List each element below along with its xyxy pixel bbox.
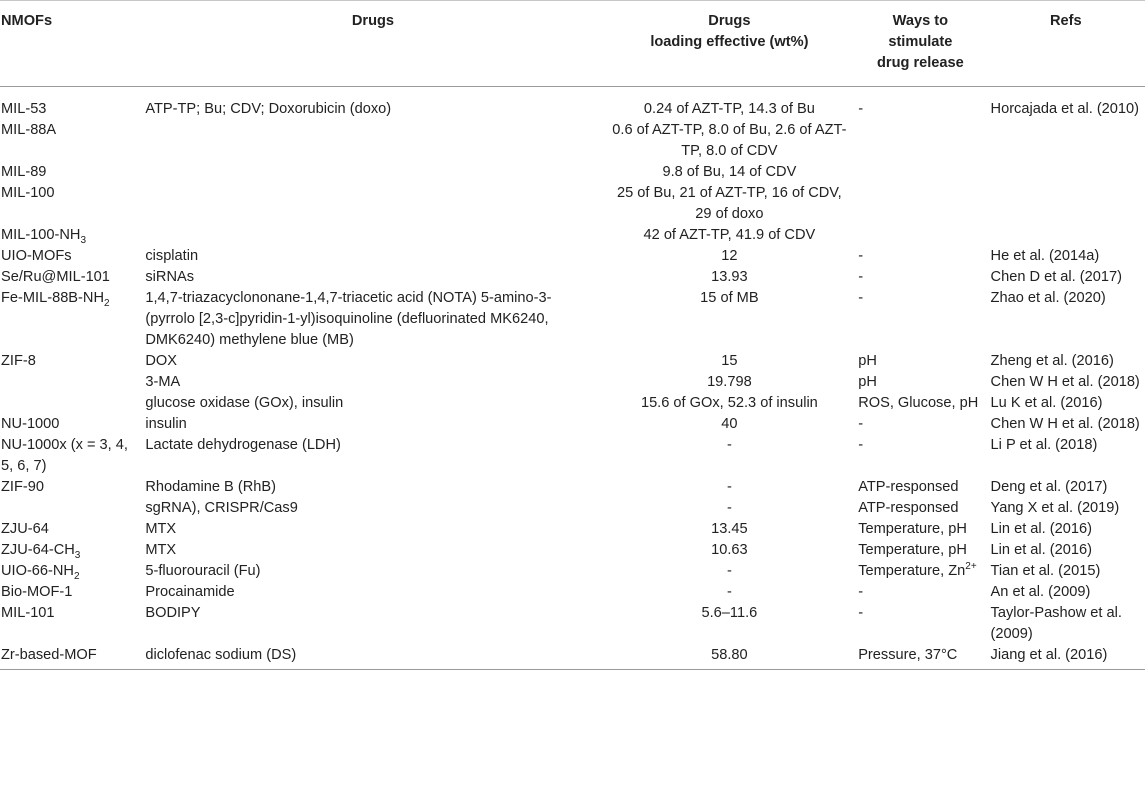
table-row <box>0 561 1145 582</box>
ways-cell: Temperature, pH <box>858 521 967 537</box>
header-row <box>0 1 1145 87</box>
table-row <box>0 120 1145 162</box>
ref-cell: Yang X et al. (2019) <box>990 500 1120 516</box>
ref-cell: An et al. (2009) <box>990 584 1091 600</box>
ways-cell: - <box>858 416 864 432</box>
drugs-cell: Rhodamine B (RhB) <box>145 479 276 495</box>
loading-cell: 0.6 of AZT-TP, 8.0 of Bu, 2.6 of AZT-TP, 8.0 of CDV <box>612 122 847 159</box>
ref-cell: Lin et al. (2016) <box>990 542 1092 558</box>
header-nmofs-label: NMOFs <box>1 13 53 29</box>
ways-cell: - <box>858 101 864 117</box>
nmof-cell <box>0 498 141 519</box>
nmof-cell: Bio-MOF-1 <box>1 584 73 600</box>
drugs-cell <box>141 162 604 183</box>
table-row <box>0 435 1145 477</box>
ways-cell: ATP-responsed <box>858 479 959 495</box>
ways-cell: Temperature, pH <box>858 542 967 558</box>
header-refs-label: Refs <box>1049 13 1082 29</box>
loading-cell: 15 <box>721 353 738 369</box>
table-row <box>0 162 1145 183</box>
ref-cell: Zheng et al. (2016) <box>990 353 1114 369</box>
nmof-cell: UIO-MOFs <box>1 248 72 264</box>
ways-cell <box>854 183 986 225</box>
loading-cell: 0.24 of AZT-TP, 14.3 of Bu <box>643 101 815 117</box>
nmof-cell: ZIF-8 <box>1 353 36 369</box>
drugs-cell: siRNAs <box>145 269 195 285</box>
loading-cell: - <box>726 500 732 516</box>
table-body <box>0 87 1145 670</box>
drugs-cell: ATP-TP; Bu; CDV; Doxorubicin (doxo) <box>145 101 392 117</box>
nmof-cell <box>0 288 141 351</box>
nmof-subscript: 3 <box>80 234 87 246</box>
nmof-base: UIO-66-NH <box>1 563 74 579</box>
drugs-cell: DOX <box>145 353 177 369</box>
ref-cell: Chen W H et al. (2018) <box>990 374 1140 390</box>
ref-cell: Lin et al. (2016) <box>990 521 1092 537</box>
loading-cell: - <box>726 563 732 579</box>
nmof-subscript: 3 <box>74 549 81 561</box>
nmof-cell <box>0 225 141 246</box>
header-ways-line1: Ways to <box>892 13 949 29</box>
ways-cell: ATP-responsed <box>858 500 959 516</box>
loading-cell: 10.63 <box>711 542 748 558</box>
nmof-cell <box>0 372 141 393</box>
nmof-cell: ZJU-64 <box>1 521 49 537</box>
loading-cell: 13.45 <box>711 521 748 537</box>
nmof-subscript: 2 <box>103 297 110 309</box>
drugs-cell: glucose oxidase (GOx), insulin <box>145 395 344 411</box>
table-row <box>0 246 1145 267</box>
loading-cell: 5.6–11.6 <box>701 605 758 621</box>
header-loading-line1: Drugs <box>708 13 751 29</box>
ways-cell: - <box>858 584 864 600</box>
ref-cell: He et al. (2014a) <box>990 248 1100 264</box>
loading-cell: 58.80 <box>605 645 855 670</box>
loading-cell: 25 of Bu, 21 of AZT-TP, 16 of CDV, 29 of doxo <box>617 185 842 222</box>
table-row <box>0 582 1145 603</box>
ways-cell: pH <box>858 374 877 390</box>
drugs-cell: 5-fluorouracil (Fu) <box>145 563 261 579</box>
ref-cell: Taylor-Pashow et al. (2009) <box>990 605 1122 642</box>
ways-base: Temperature, Zn <box>858 563 966 579</box>
ways-cell: - <box>858 605 864 621</box>
nmof-cell: MIL-53 <box>1 101 47 117</box>
header-nmofs <box>0 1 141 87</box>
loading-cell: - <box>726 479 732 495</box>
drugs-cell: Procainamide <box>145 584 235 600</box>
table-row <box>0 540 1145 561</box>
ref-cell <box>987 120 1145 162</box>
ref-cell: Chen W H et al. (2018) <box>990 416 1140 432</box>
nmof-cell: Zr-based-MOF <box>0 645 141 670</box>
nmof-cell: MIL-101 <box>1 605 55 621</box>
ways-cell <box>854 162 986 183</box>
ref-cell: Deng et al. (2017) <box>990 479 1108 495</box>
ways-cell: ROS, Glucose, pH <box>858 395 979 411</box>
header-refs <box>987 1 1145 87</box>
header-ways-line2: stimulate <box>888 34 953 50</box>
header-ways-line3: drug release <box>876 55 964 71</box>
nmof-cell: MIL-88A <box>1 122 57 138</box>
ways-cell <box>854 561 986 582</box>
drugs-cell: insulin <box>145 416 187 432</box>
table-row <box>0 519 1145 540</box>
ways-cell: - <box>858 269 864 285</box>
ref-cell <box>987 162 1145 183</box>
table-row <box>0 225 1145 246</box>
table-row <box>0 351 1145 372</box>
drugs-cell: MTX <box>145 542 177 558</box>
nmof-cell: MIL-100 <box>1 185 55 201</box>
drugs-cell: 1,4,7-triazacyclononane-1,4,7-triacetic acid (NOTA) 5-amino-3-(pyrrolo [2,3-c]pyridin-1-yl)isoquinoline (defluorinated MK6240, DMK6240) methylene blue (MB) <box>145 290 552 348</box>
nmof-cell: NU-1000x (x = 3, 4, 5, 6, 7) <box>1 437 128 474</box>
table-row <box>0 393 1145 414</box>
nmof-cell: Se/Ru@MIL-101 <box>1 269 110 285</box>
ref-cell: Tian et al. (2015) <box>990 563 1101 579</box>
table-row <box>0 87 1145 121</box>
ways-superscript: 2+ <box>965 561 977 573</box>
header-loading-line2: loading effective (wt%) <box>650 34 809 50</box>
header-drugs <box>141 1 604 87</box>
ref-cell: Zhao et al. (2020) <box>990 290 1106 306</box>
loading-cell: 15 of MB <box>700 290 759 306</box>
loading-cell: 19.798 <box>707 374 752 390</box>
header-drugs-label: Drugs <box>351 13 395 29</box>
table-header <box>0 1 1145 87</box>
drugs-cell: 3-MA <box>145 374 181 390</box>
ways-cell <box>854 120 986 162</box>
nmof-base: MIL-100-NH <box>1 227 81 243</box>
loading-cell: 13.93 <box>711 269 748 285</box>
nmof-subscript: 2 <box>73 570 80 582</box>
nmof-cell <box>0 540 141 561</box>
header-loading <box>605 1 855 87</box>
ref-cell: Lu K et al. (2016) <box>990 395 1103 411</box>
table-row <box>0 645 1145 670</box>
ways-cell: - <box>858 248 864 264</box>
ref-cell: Horcajada et al. (2010) <box>990 101 1139 117</box>
table-row <box>0 414 1145 435</box>
table-row <box>0 288 1145 351</box>
table-row <box>0 372 1145 393</box>
table-row <box>0 267 1145 288</box>
nmof-cell: ZIF-90 <box>1 479 44 495</box>
loading-cell: - <box>726 584 732 600</box>
ref-cell: Jiang et al. (2016) <box>987 645 1145 670</box>
loading-cell: 15.6 of GOx, 52.3 of insulin <box>640 395 818 411</box>
nmof-cell: MIL-89 <box>1 164 47 180</box>
nmof-cell <box>0 393 141 414</box>
drugs-cell: sgRNA), CRISPR/Cas9 <box>145 500 298 516</box>
drugs-cell: BODIPY <box>145 605 201 621</box>
table-row <box>0 183 1145 225</box>
ref-cell <box>987 183 1145 225</box>
loading-cell: - <box>726 437 732 453</box>
table-row <box>0 477 1145 498</box>
loading-cell: 42 of AZT-TP, 41.9 of CDV <box>643 227 816 243</box>
nmof-cell: NU-1000 <box>1 416 60 432</box>
nmof-base: ZJU-64-CH <box>1 542 75 558</box>
loading-cell: 9.8 of Bu, 14 of CDV <box>662 164 797 180</box>
drugs-cell: Lactate dehydrogenase (LDH) <box>145 437 341 453</box>
ways-cell: Pressure, 37°C <box>854 645 986 670</box>
ref-cell: Li P et al. (2018) <box>990 437 1098 453</box>
ref-cell <box>987 225 1145 246</box>
ways-cell <box>854 225 986 246</box>
drugs-cell: cisplatin <box>145 248 199 264</box>
ways-cell: - <box>858 290 864 306</box>
drugs-cell: MTX <box>145 521 177 537</box>
drugs-cell <box>141 183 604 225</box>
drugs-cell <box>141 225 604 246</box>
loading-cell: 40 <box>721 416 738 432</box>
ref-cell: Chen D et al. (2017) <box>990 269 1122 285</box>
drugs-cell: diclofenac sodium (DS) <box>141 645 604 670</box>
drugs-cell <box>141 120 604 162</box>
loading-cell: 12 <box>721 248 738 264</box>
nmof-base: Fe-MIL-88B-NH <box>1 290 104 306</box>
table-row <box>0 498 1145 519</box>
table-row <box>0 603 1145 645</box>
nmof-cell <box>0 561 141 582</box>
ways-cell: - <box>858 437 864 453</box>
header-ways <box>854 1 986 87</box>
ways-cell: pH <box>858 353 877 369</box>
